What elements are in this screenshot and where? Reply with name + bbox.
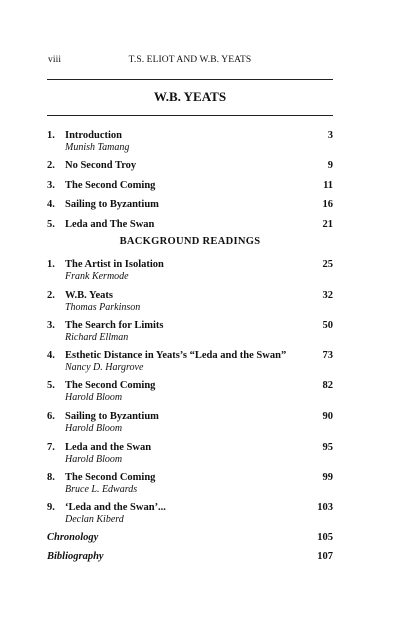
entry-title: Bibliography [47,551,104,562]
entry-page: 95 [322,442,333,453]
entry-page: 9 [327,160,333,171]
entry-author: Thomas Parkinson [65,302,141,313]
entry-number: 4. [47,199,55,210]
entry-title: The Search for Limits [65,320,164,331]
entry-title: The Second Coming [65,380,156,391]
entry-number: 4. [47,350,55,361]
entry-number: 7. [47,442,55,453]
entry-title: Sailing to Byzantium [65,199,159,210]
entry-number: 9. [47,502,55,513]
entry-author: Richard Ellman [65,332,129,343]
entry-author: Harold Bloom [65,454,123,465]
page-number: viii [48,55,62,65]
entry-page: 82 [322,380,333,391]
entry-title: The Second Coming [65,472,156,483]
entry-title: ‘Leda and the Swan’... [65,502,166,513]
top-rule [47,79,333,80]
entry-page: 11 [323,180,333,191]
entry-title: Chronology [47,532,99,543]
entry-title: Leda and the Swan [65,442,152,453]
entry-title: The Artist in Isolation [65,259,164,270]
entry-number: 5. [47,219,55,230]
entry-author: Frank Kermode [65,271,129,282]
entry-page: 3 [327,130,333,141]
running-head: T.S. ELIOT AND W.B. YEATS [128,55,252,65]
entry-number: 2. [47,160,55,171]
entry-number: 3. [47,320,55,331]
entry-author: Nancy D. Hargrove [65,362,144,373]
bottom-rule [47,115,333,116]
entry-number: 2. [47,290,55,301]
running-header [48,55,332,69]
entry-number: 5. [47,380,55,391]
entry-number: 8. [47,472,55,483]
entry-title: Sailing to Byzantium [65,411,159,422]
entry-page: 99 [322,472,333,483]
entry-title: Leda and The Swan [65,219,155,230]
entry-title: Esthetic Distance in Yeats’s “Leda and the Swan” [65,350,287,361]
entry-page: 105 [317,532,333,543]
entry-title: W.B. Yeats [65,290,113,301]
entry-page: 90 [322,411,333,422]
entry-page: 16 [322,199,333,210]
entry-page: 107 [317,551,333,562]
entry-page: 32 [322,290,333,301]
entry-title: Introduction [65,130,122,141]
background-readings-heading: BACKGROUND READINGS [119,236,261,247]
entry-author: Bruce L. Edwards [65,484,138,495]
section-title: W.B. YEATS [153,89,227,104]
entry-number: 6. [47,411,55,422]
entry-number: 1. [47,130,55,141]
entry-author: Munish Tamang [65,142,130,153]
entry-number: 3. [47,180,55,191]
entry-page: 103 [317,502,333,513]
entry-page: 50 [322,320,333,331]
entry-page: 21 [322,219,333,230]
entry-page: 73 [322,350,333,361]
entry-title: No Second Troy [65,160,137,171]
entry-author: Harold Bloom [65,423,123,434]
entry-author: Declan Kiberd [65,514,124,525]
entry-author: Harold Bloom [65,392,123,403]
entry-page: 25 [322,259,333,270]
entry-title: The Second Coming [65,180,156,191]
entry-number: 1. [47,259,55,270]
